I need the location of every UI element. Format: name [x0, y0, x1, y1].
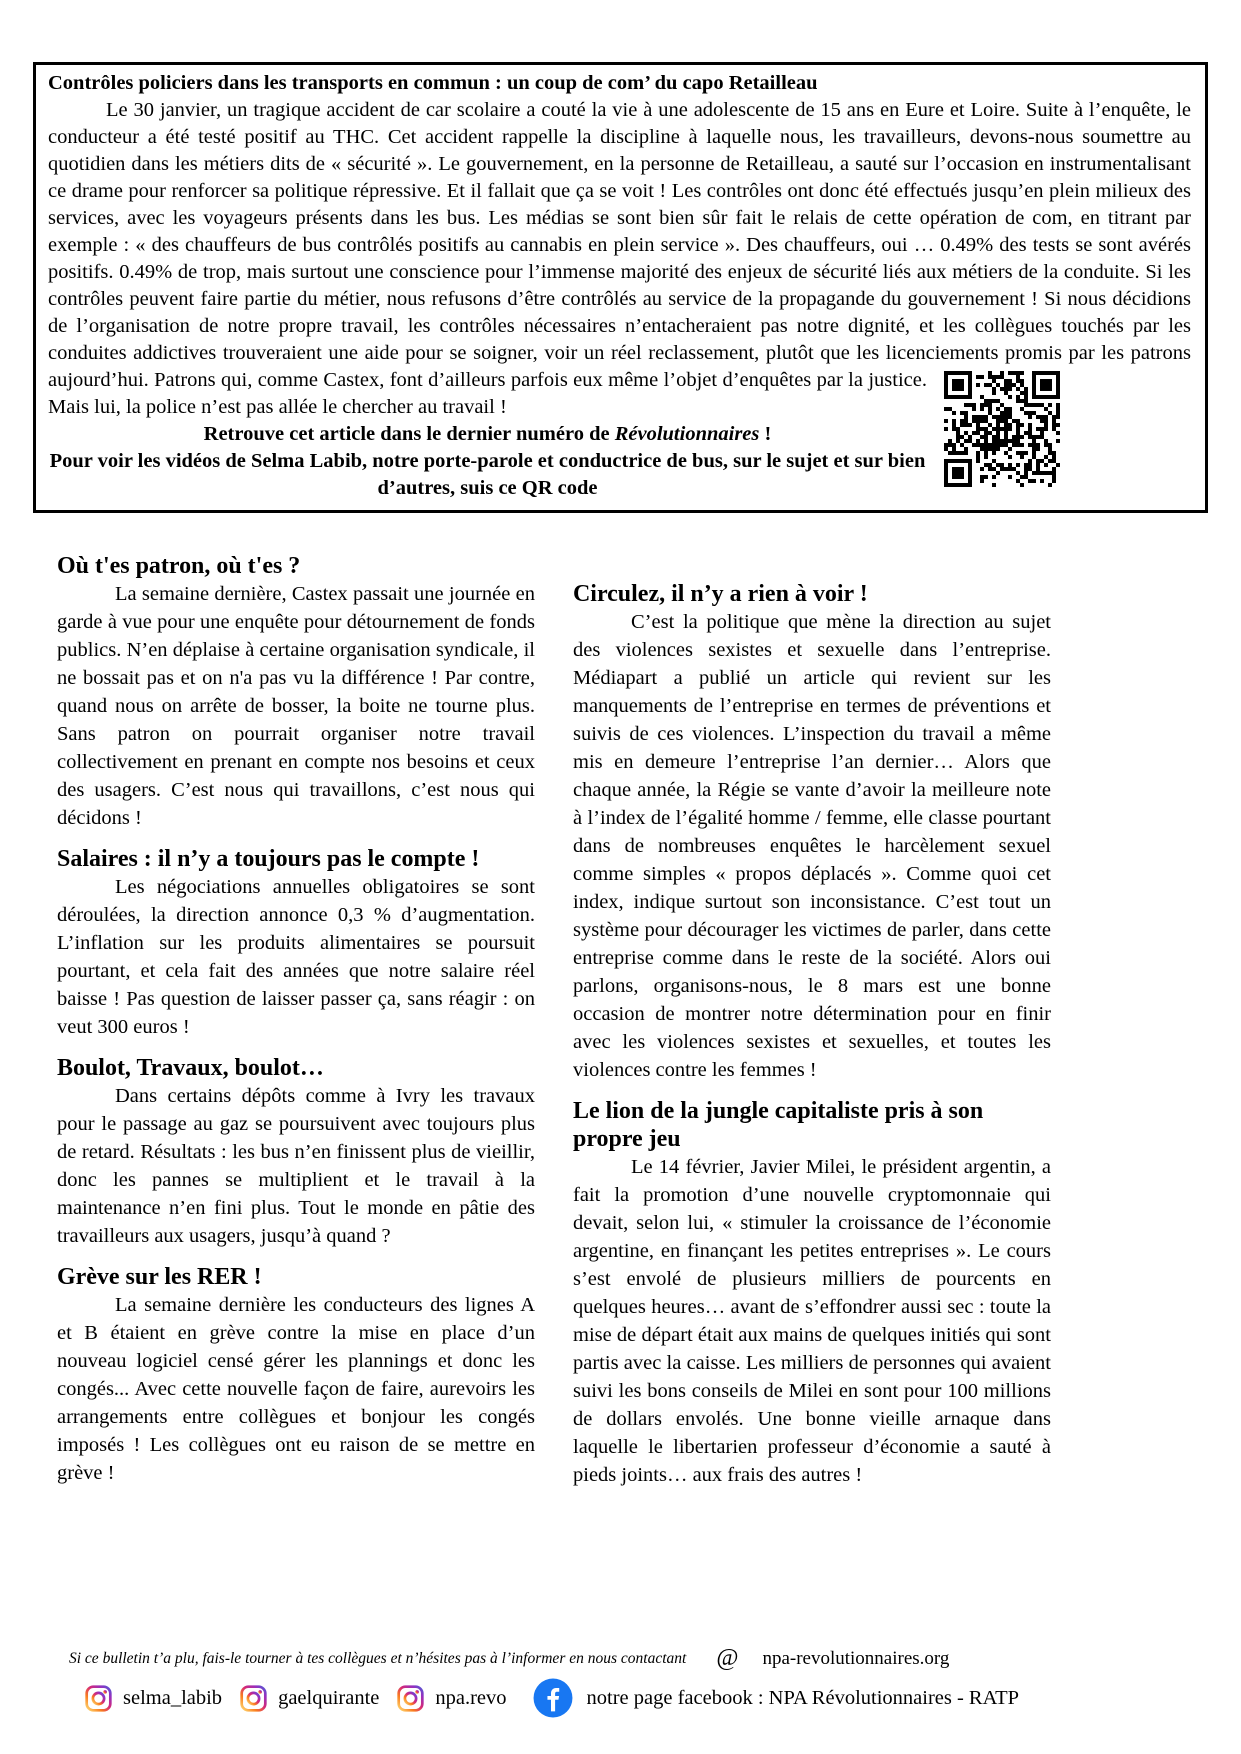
article-heading: Le lion de la jungle capitaliste pris à son propre jeu	[573, 1098, 984, 1152]
website-url: npa-revolutionnaires.org	[762, 1647, 950, 1669]
instagram-icon	[240, 1685, 267, 1712]
boxed-article	[33, 62, 1208, 513]
instagram-handle: gaelquirante	[278, 1686, 380, 1709]
article-heading: Salaires : il n’y a toujours pas le compte !	[57, 846, 480, 872]
boxed-article-body-part2: aujourd’hui. Patrons qui, comme Castex, font d’ailleurs parfois eux même l’objet d’enquêtes par la justice. Mais lui, la police n’est pas allée le chercher au travail !	[48, 369, 927, 418]
article-body: Le 14 février, Javier Milei, le président argentin, a fait la promotion d’une nouvelle cryptomonnaie qui devait, selon lui, « stimuler la croissance de l’économie argentine, en finançant les petites entreprises ». Le cours s’est envolé de plusieurs milliers de pourcents en quelques heures… avant de s’effondrer aussi sec : toute la mise de départ était aux mains de quelques initiés qui sont partis avec la caisse. Les milliers de personnes qui avaient suivi les bons conseils de Milei en sont pour 100 millions de dollars envolés. Une bonne vieille arnaque dans laquelle le libertarien professeur d’économie a sauté à pieds joints… aux frais des autres !	[573, 1156, 1051, 1486]
facebook-icon	[533, 1678, 573, 1718]
footer-contact-line	[57, 1645, 1097, 1672]
footer	[57, 1645, 1097, 1718]
cta-line-2: Pour voir les vidéos de Selma Labib, notre porte-parole et conductrice de bus, sur le sujet et sur bien d’autres, suis ce QR code	[49, 450, 926, 499]
article-heading: Grève sur les RER !	[57, 1264, 262, 1290]
article-body: Les négociations annuelles obligatoires se sont déroulées, la direction annonce 0,3 % d’augmentation. L’inflation sur les produits alimentaires se poursuit pourtant, et cela fait des années que notre salaire réel baisse ! Pas question de laisser passer ça, sans réagir : on veut 300 euros !	[57, 876, 535, 1038]
facebook-group	[533, 1678, 1020, 1718]
boxed-article-title: Contrôles policiers dans les transports en commun : un coup de com’ du capo Retailleau	[48, 72, 818, 94]
article-body: C’est la politique que mène la direction au sujet des violences sexistes et sexuelle dans l’entreprise. Médiapart a publié un article qui revient sur les manquements de l’entreprise en termes de préventions et suivis de ces violences. L’inspection du travail a même mis en demeure l’entreprise l’an dernier… Alors que chaque année, la Régie se vante d’avoir la meilleure note à l’index de l’égalité homme / femme, elle classe pourtant dans de nombreuses enquêtes le harcèlement sexuel comme simples « propos déplacés ». Comme quoi cet index, indique surtout son inconsistance. C’est tout un système pour décourager les victimes de parler, dans cette entreprise comme dans le reste de la société. Alors oui parlons, organisons-nous, le 8 mars est une bonne occasion de montrer notre détermination pour en finir avec les violences sexistes et sexuelles, et toutes les violences contre les femmes !	[573, 611, 1051, 1081]
article-heading: Où t'es patron, où t'es ?	[57, 553, 301, 579]
instagram-icon	[85, 1685, 112, 1712]
article-heading: Boulot, Travaux, boulot…	[57, 1055, 324, 1081]
contact-text: Si ce bulletin t’a plu, fais-le tourner à tes collègues et n’hésites pas à l’informer en nous contactant	[69, 1649, 687, 1667]
facebook-page-label: notre page facebook : NPA Révolutionnaires - RATP	[586, 1686, 1020, 1709]
instagram-group	[85, 1685, 222, 1712]
instagram-group	[240, 1685, 379, 1712]
instagram-group	[397, 1685, 506, 1712]
left-column	[57, 552, 535, 1489]
at-sign-icon: @	[716, 1645, 739, 1671]
footer-social-line	[57, 1678, 1097, 1718]
journal-name: Révolutionnaires	[614, 423, 760, 445]
boxed-article-body	[48, 97, 1191, 421]
qr-code	[943, 371, 1061, 487]
article-heading: Circulez, il n’y a rien à voir !	[573, 581, 868, 607]
instagram-icon	[397, 1685, 424, 1712]
right-column	[573, 552, 1051, 1489]
cta-line1-prefix: Retrouve cet article dans le dernier numéro de	[203, 423, 615, 445]
instagram-handle: npa.revo	[435, 1686, 507, 1709]
instagram-handle: selma_labib	[123, 1686, 223, 1709]
article-body: La semaine dernière, Castex passait une journée en garde à vue pour une enquête pour détournement de fonds publics. N’en déplaise à certaine organisation syndicale, il ne bossait pas et on n'a pas vu la différence ! Par contre, quand nous on arrête de bosser, la boite ne tourne plus. Sans patron on pourrait organiser notre travail collectivement en prenant en compte nos besoins et ceux des usagers. C’est nous qui travaillons, c’est nous qui décidons !	[57, 583, 535, 829]
cta-line1-suffix: !	[759, 423, 772, 445]
article-body: La semaine dernière les conducteurs des lignes A et B étaient en grève contre la mise en place d’un nouveau logiciel censé gérer les plannings et donc les congés... Avec cette nouvelle façon de faire, aurevoirs les arrangements entre collègues et bonjour les congés imposés ! Les collègues ont eu raison de se mettre en grève !	[57, 1294, 535, 1484]
boxed-article-body-part1: Le 30 janvier, un tragique accident de car scolaire a couté la vie à une adolescente de 15 ans en Eure et Loire. Suite à l’enquête, le conducteur a été testé positif au THC. Cet accident rappelle la discipline à laquelle nous, les travailleurs, devons-nous soumettre au quotidien dans les métiers dits de « sécurité ». Le gouvernement, en la personne de Retailleau, a sauté sur l’occasion en instrumentalisant ce drame pour renforcer sa politique répressive. Et il fallait que ça se voit ! Les contrôles ont donc été effectués jusqu’en plein milieux des services, avec les voyageurs présents dans les bus. Les médias se sont bien sûr fait le relais de cette opération de com, en titrant par exemple : « des chauffeurs de bus contrôlés positifs au cannabis en plein service ». Des chauffeurs, oui … 0.49% des tests se sont avérés positifs. 0.49% de trop, mais surtout une conscience pour l’immense majorité des enjeux de sécurité liés aux métiers de la conduite. Si les contrôles peuvent faire partie du métier, nous refusons d’être contrôlés au service de la propagande du gouvernement ! Si nous décidions de l’organisation de notre propre travail, les contrôles nécessaires n’entacheraient pas notre dignité, et les collègues touchés par les conduites addictives trouveraient une aide pour se soigner, voir un réel reclassement, plutôt que les licenciements promis par les patrons	[48, 99, 1191, 364]
article-body: Dans certains dépôts comme à Ivry les travaux pour le passage au gaz se poursuivent avec toujours plus de retard. Résultats : les bus n’en finissent plus de vieillir, donc les pannes se multiplient et le travail à la maintenance n’en fini plus. Tout le monde en pâtie des travailleurs aux usagers, jusqu’à quand ?	[57, 1085, 535, 1247]
articles-columns	[57, 552, 1053, 1489]
